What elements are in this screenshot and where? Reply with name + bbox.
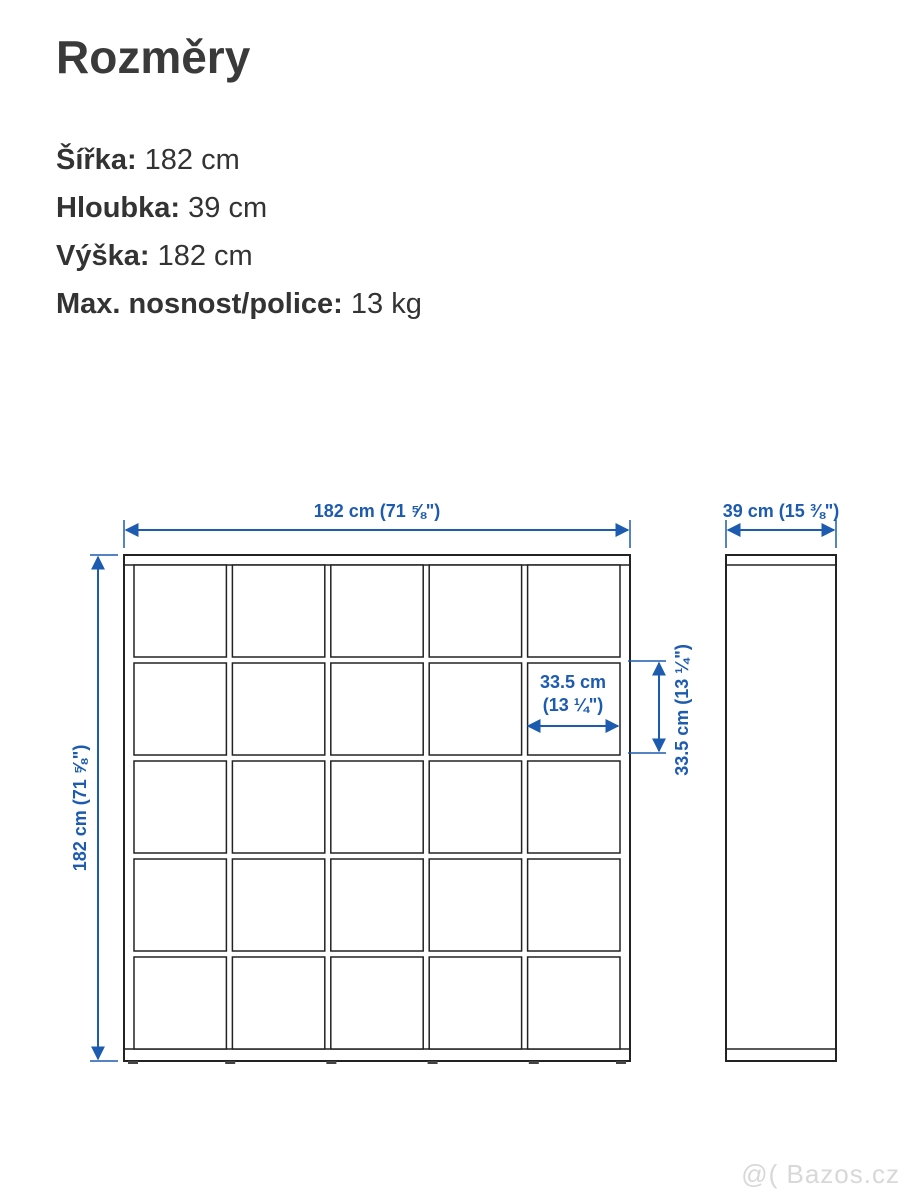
shelf-compartment [429,565,521,657]
depth-dimension [723,501,840,548]
shelf-compartment [429,957,521,1049]
shelf-compartment [528,565,620,657]
width-dimension [124,501,630,548]
cell-width-dimension [528,668,618,726]
shelf-compartment [232,565,324,657]
shelf-compartments [134,565,620,1049]
shelf-compartment [528,761,620,853]
height-label: 182 cm (71 ⅝") [70,744,90,872]
spec-depth-label: Hloubka: [56,192,181,224]
shelf-side-view [726,555,836,1061]
shelf-compartment [232,663,324,755]
shelf-compartment [232,957,324,1049]
shelf-compartment [331,957,423,1049]
shelf-foot [616,1061,626,1064]
height-dimension [70,555,118,1061]
spec-max-load-value: 13 kg [350,288,422,320]
shelf-compartment [232,859,324,951]
shelf-compartment [331,859,423,951]
shelf-compartment [134,859,226,951]
shelf-compartment [134,663,226,755]
cell-width-label-line1: 33.5 cm [539,672,607,692]
shelf-compartment [134,957,226,1049]
shelf-compartment [134,565,226,657]
cell-width-label-line2: (13 ¼") [542,695,604,715]
shelf-compartment [429,859,521,951]
spec-max-load-label: Max. nosnost/police: [56,288,343,320]
spec-width-value: 182 cm [144,144,240,176]
shelf-compartment [134,761,226,853]
watermark: @( Bazos.cz [741,1159,900,1189]
shelf-foot [128,1061,138,1064]
spec-depth-value: 39 cm [188,192,268,224]
shelf-compartment [528,859,620,951]
spec-height-label: Výška: [56,240,150,272]
shelf-foot [428,1061,438,1064]
shelf-foot [326,1061,336,1064]
shelf-compartment [429,663,521,755]
width-label: 182 cm (71 ⅝") [313,501,441,521]
shelf-compartment [331,761,423,853]
spec-height-value: 182 cm [157,240,253,272]
shelf-compartment [429,761,521,853]
shelf-front-view [124,555,630,1064]
cell-height-dimension [628,644,692,776]
page-title: Rozměry [56,31,251,83]
shelf-compartment [528,957,620,1049]
depth-label: 39 cm (15 ⅜") [722,501,840,521]
shelf-compartment [331,663,423,755]
shelf-compartment [232,761,324,853]
shelf-compartment [331,565,423,657]
side-outer-frame [726,555,836,1061]
cell-height-label: 33.5 cm (13 ¼") [672,644,692,776]
shelf-foot [225,1061,235,1064]
spec-width-label: Šířka: [56,144,137,176]
shelf-foot [529,1061,539,1064]
